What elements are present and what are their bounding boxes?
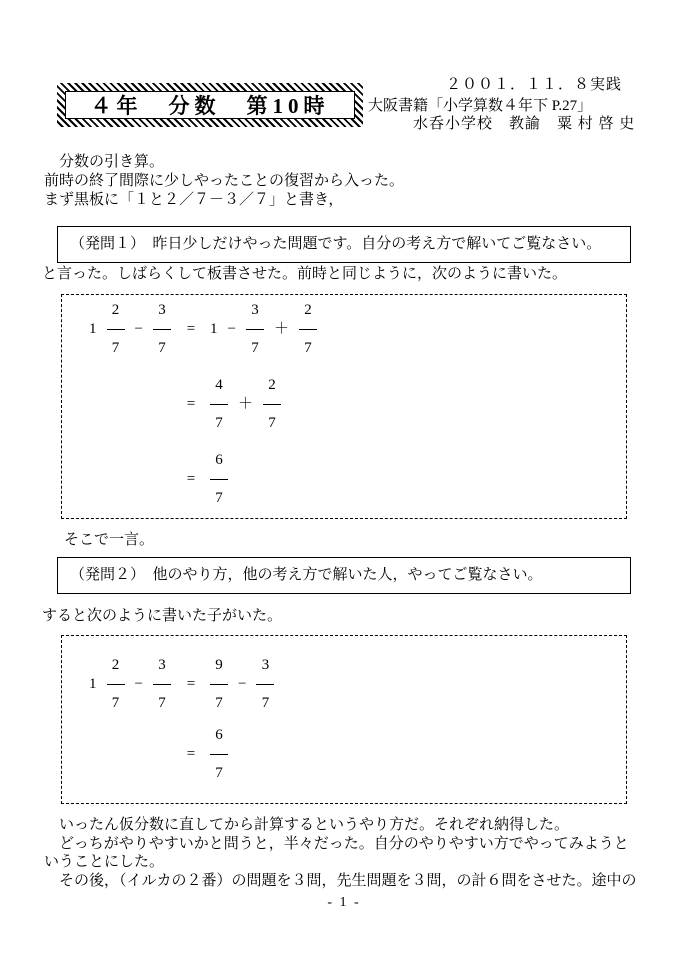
equals-sign: = (186, 396, 196, 412)
board-work-box-2 (61, 635, 627, 804)
school-and-teacher: 水呑小学校 教諭 粟 村 啓 史 (413, 116, 636, 132)
fraction-numerator: 9 (215, 657, 223, 673)
fraction-bar (153, 329, 171, 330)
fraction (210, 378, 228, 431)
fraction-numerator: 3 (158, 657, 166, 673)
question-box-2 (57, 557, 631, 594)
math-symbol: 1 (210, 321, 218, 337)
fraction (107, 303, 125, 356)
fraction-numerator: 2 (268, 377, 276, 393)
fraction-denominator: 7 (215, 490, 223, 506)
fraction (263, 378, 281, 431)
fraction-denominator: 7 (261, 695, 270, 711)
question-1-text: （発問１） 昨日少しだけやった問題です。自分の考え方で解いてご覧なさい。 (70, 236, 602, 252)
fraction-denominator: 7 (158, 340, 166, 356)
equation-side (210, 303, 626, 356)
fraction (210, 453, 228, 506)
fraction (153, 658, 171, 711)
after-question-2-text: すると次のように書いた子がいた。 (42, 608, 283, 624)
closing-paragraph (44, 816, 637, 890)
page-number: - 1 - (327, 895, 361, 910)
fraction-numerator: 2 (304, 302, 312, 318)
closing-line: その後，（イルカの２番）の問題を３問，先生問題を３問，の計６問をさせた。途中の (44, 872, 637, 889)
question-2-text: （発問２） 他のやり方，他の考え方で解いた人，やってご覧なさい。 (70, 567, 543, 583)
equals-sign: = (186, 676, 196, 692)
fraction-bar (210, 684, 228, 685)
equation-row (89, 378, 626, 431)
fraction-numerator: 6 (215, 452, 223, 468)
math-symbol: − (134, 321, 143, 337)
fraction-bar (210, 754, 228, 755)
fraction-numerator: 3 (158, 302, 166, 318)
fraction (210, 658, 228, 711)
intro-line: まず黒板に「１と２／７－３／７」と書き， (44, 192, 344, 208)
fraction-denominator: 7 (251, 340, 259, 356)
equation-side (210, 453, 626, 506)
fraction (107, 658, 125, 711)
equation-row (89, 658, 626, 711)
math-symbol: ＋ (273, 321, 289, 337)
textbook-reference: 大阪書籍「小学算数４年下 P.27」 (368, 98, 593, 114)
lesson-title-box (57, 83, 363, 127)
fraction-denominator: 7 (304, 340, 312, 356)
fraction (153, 303, 171, 356)
interlude-text: そこで一言。 (64, 532, 155, 548)
math-symbol: 1 (89, 676, 97, 692)
fraction-bar (107, 684, 125, 685)
fraction-bar (299, 329, 317, 330)
fraction-numerator: 2 (111, 302, 120, 318)
equation-row (89, 728, 626, 781)
fraction-numerator: 3 (251, 302, 259, 318)
board-work-box-1 (61, 294, 627, 519)
equals-sign: = (186, 321, 196, 337)
equation-side (210, 728, 626, 781)
equals-sign: = (186, 471, 196, 487)
equation-side (210, 378, 626, 431)
fraction-bar (263, 404, 281, 405)
fraction (256, 658, 274, 711)
lesson-title: ４年 分数 第10時 (90, 94, 330, 118)
after-question-1-text: と言った。しばらくして板書させた。前時と同じように，次のように書いた。 (42, 266, 568, 282)
fraction-denominator: 7 (158, 695, 166, 711)
intro-line: 前時の終了間際に少しやったことの復習から入った。 (44, 173, 405, 189)
fraction-bar (210, 479, 228, 480)
math-symbol: 1 (89, 321, 97, 337)
fraction (210, 728, 228, 781)
fraction-denominator: 7 (215, 695, 223, 711)
equation-side (210, 658, 626, 711)
fraction (246, 303, 264, 356)
closing-line: いうことにした。 (44, 854, 165, 870)
intro-paragraph (44, 153, 404, 210)
fraction-denominator: 7 (215, 415, 223, 431)
fraction-bar (246, 329, 264, 330)
fraction-numerator: 6 (215, 727, 223, 743)
fraction-denominator: 7 (268, 415, 276, 431)
equation-row (89, 303, 626, 356)
equation-row (89, 453, 626, 506)
equals-sign: = (186, 746, 196, 762)
fraction (299, 303, 317, 356)
closing-line: いったん仮分数に直してから計算するというやり方だ。それぞれ納得した。 (44, 817, 570, 833)
question-box-1 (57, 226, 631, 263)
fraction-numerator: 4 (215, 377, 223, 393)
math-symbol: − (227, 321, 236, 337)
intro-line: 分数の引き算。 (44, 154, 165, 170)
math-symbol: ＋ (238, 396, 254, 412)
practice-date: ２００１．１１．８実践 (446, 77, 623, 93)
equation-side (89, 658, 172, 711)
math-symbol: − (238, 676, 247, 692)
fraction-bar (107, 329, 125, 330)
fraction-bar (256, 684, 274, 685)
fraction-numerator: 3 (261, 657, 270, 673)
fraction-numerator: 2 (111, 657, 120, 673)
fraction-denominator: 7 (215, 765, 223, 781)
closing-line: どっちがやりやすいかと問うと，半々だった。自分のやりやすい方でやってみようと (44, 835, 629, 852)
fraction-bar (210, 404, 228, 405)
fraction-denominator: 7 (111, 695, 120, 711)
equation-side (89, 303, 172, 356)
fraction-denominator: 7 (111, 340, 120, 356)
fraction-bar (153, 684, 171, 685)
math-symbol: − (134, 676, 143, 692)
